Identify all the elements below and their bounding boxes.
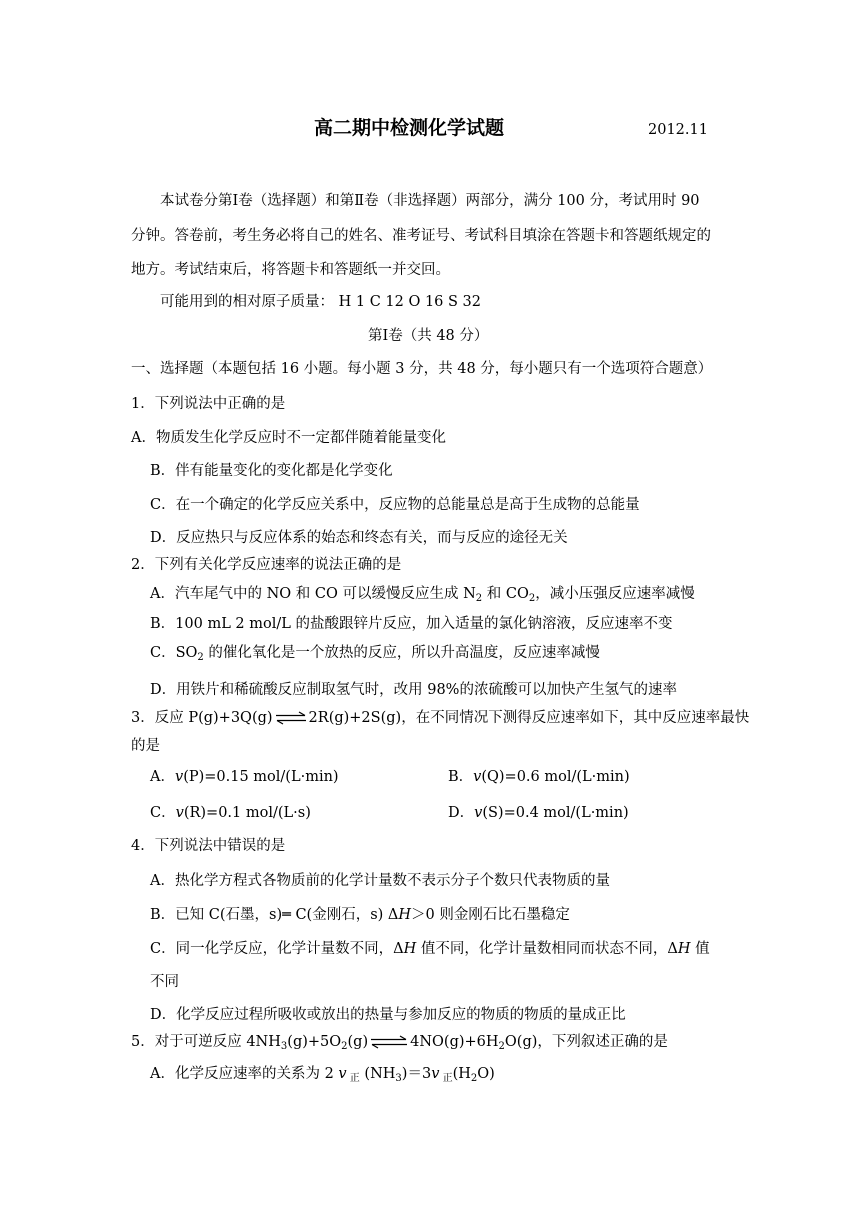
q3-option-c: [150, 803, 311, 823]
section-heading: 第Ⅰ卷（共 48 分）: [368, 328, 489, 344]
q5-a-subscript: 2: [470, 1073, 478, 1084]
q5-a-text: O): [477, 1066, 495, 1082]
q5-a-subscript: 3: [395, 1073, 402, 1084]
q5-stem-text: 4NO(g)+6H: [410, 1034, 499, 1050]
q5-a-text: (H: [452, 1066, 471, 1082]
q3-stem-text: 2R(g)+2S(g)，在不同情况下测得反应速率如下，其中反应速率最快: [308, 710, 750, 726]
q4-c-text: 值不同，化学计量数相同而状态不同，Δ: [416, 941, 678, 957]
q1-option-c: C．在一个确定的化学反应关系中，反应物的总能量总是高于生成物的总能量: [150, 497, 640, 513]
q5-a-text: )＝3: [401, 1066, 432, 1082]
q5-stem-text: O(g)，下列叙述正确的是: [504, 1034, 668, 1050]
q4-b-text: B．已知 C(石墨，s)═ C(金刚石，s) Δ: [150, 907, 399, 923]
q4-stem: 4．下列说法中错误的是: [131, 838, 286, 854]
q3-stem-text: 3．反应 P(g)+3Q(g): [131, 710, 273, 726]
q4-option-c-line-2: 不同: [150, 974, 179, 990]
q3-d-text: D．: [448, 805, 475, 821]
q4-option-a: A．热化学方程式各物质前的化学计量数不表示分子个数只代表物质的量: [150, 873, 610, 889]
q3-stem: [131, 708, 749, 728]
q4-b-text: ＞0 则金刚石比石墨稳定: [411, 907, 570, 923]
q3-option-d: [448, 803, 629, 823]
q3-b-rate-symbol: v: [473, 769, 482, 785]
exam-date: 2012.11: [648, 122, 708, 138]
q5-subscript: 2: [498, 1041, 505, 1052]
q4-c-enthalpy-symbol: H: [403, 941, 417, 957]
q3-option-a: [150, 767, 339, 787]
equilibrium-arrow-icon: [369, 1032, 409, 1052]
q5-subscript: 3: [280, 1041, 288, 1052]
q5-stem-text: (g): [347, 1034, 369, 1050]
q3-c-rate-symbol: v: [175, 805, 184, 821]
intro-line-1: 本试卷分第Ⅰ卷（选择题）和第Ⅱ卷（非选择题）两部分，满分 100 分，考试用时 90: [160, 193, 700, 209]
q3-b-text: (Q)=0.6 mol/(L·min): [481, 769, 630, 785]
q4-c-text: 值: [690, 941, 710, 957]
q5-a-text: (NH: [359, 1066, 396, 1082]
q4-option-b: [150, 905, 570, 925]
q4-option-d: D．化学反应过程所吸收或放出的热量与参加反应的物质的物质的量成正比: [150, 1007, 626, 1023]
q3-option-b: [448, 767, 630, 787]
q2-option-d: D．用铁片和稀硫酸反应制取氢气时，改用 98%的浓硫酸可以加快产生氢气的速率: [150, 682, 677, 698]
q1-option-a: A．物质发生化学反应时不一定都伴随着能量变化: [131, 430, 446, 446]
q3-b-text: B．: [448, 769, 474, 785]
q2-a-text: A．汽车尾气中的 NO 和 CO 可以缓慢反应生成 N: [150, 586, 476, 602]
q2-c-subscript: 2: [197, 652, 204, 663]
q3-a-rate-symbol: v: [174, 769, 184, 785]
q5-a-rate-symbol: v: [431, 1066, 440, 1082]
q3-a-text: (P)=0.15 mol/(L·min): [183, 769, 339, 785]
q2-stem: 2．下列有关化学反应速率的说法正确的是: [131, 557, 402, 573]
q3-c-text: (R)=0.1 mol/(L·s): [183, 805, 311, 821]
q5-stem-text: (g)+5O: [287, 1034, 342, 1050]
q4-b-enthalpy-symbol: H: [398, 907, 412, 923]
q1-option-b: B．伴有能量变化的变化都是化学变化: [150, 463, 393, 479]
equilibrium-arrow-icon: [274, 708, 308, 728]
q2-a-subscript: 2: [475, 593, 483, 604]
section-instruction: 一、选择题（本题包括 16 小题。每小题 3 分，共 48 分，每小题只有一个选项符合题意）: [131, 361, 713, 377]
intro-line-3: 地方。考试结束后，将答题卡和答题纸一并交回。: [131, 262, 450, 278]
q4-option-c: [150, 939, 710, 959]
q5-a-forward-label: 正: [346, 1073, 360, 1084]
q4-c-enthalpy-symbol: H: [677, 941, 691, 957]
q5-a-rate-symbol: v: [338, 1066, 347, 1082]
q2-a-text: 和 CO: [482, 586, 529, 602]
q2-option-b: B．100 mL 2 mol/L 的盐酸跟锌片反应，加入适量的氯化钠溶液，反应速率不变: [150, 616, 673, 632]
q4-c-text: C．同一化学反应，化学计量数不同，Δ: [150, 941, 404, 957]
q1-stem: 1．下列说法中正确的是: [131, 396, 286, 412]
q5-stem: [131, 1032, 668, 1052]
q5-a-forward-label: 正: [439, 1073, 453, 1084]
q2-option-a: [150, 584, 695, 604]
q3-d-text: (S)=0.4 mol/(L·min): [482, 805, 629, 821]
q3-a-text: A．: [150, 769, 175, 785]
q2-c-text: 的催化氧化是一个放热的反应，所以升高温度，反应速率减慢: [203, 645, 600, 661]
intro-line-2: 分钟。答卷前，考生务必将自己的姓名、准考证号、考试科目填涂在答题卡和答题纸规定的: [131, 228, 711, 244]
atomic-mass-line: 可能用到的相对原子质量： H 1 C 12 O 16 S 32: [160, 294, 482, 310]
q1-option-d: D．反应热只与反应体系的始态和终态有关，而与反应的途径无关: [150, 530, 568, 546]
q5-stem-text: 5．对于可逆反应 4NH: [131, 1034, 281, 1050]
page-title: 高二期中检测化学试题: [314, 117, 505, 139]
q5-subscript: 2: [341, 1041, 348, 1052]
q2-a-subscript: 2: [528, 593, 536, 604]
q3-c-text: C．: [150, 805, 176, 821]
q3-stem-line-2: 的是: [131, 738, 160, 754]
q3-d-rate-symbol: v: [474, 805, 483, 821]
q2-a-text: ，减小压强反应速率减慢: [535, 586, 695, 602]
q2-c-text: C．SO: [150, 645, 198, 661]
q2-option-c: [150, 643, 600, 663]
q5-a-text: A．化学反应速率的关系为 2: [150, 1066, 339, 1082]
q5-option-a: [150, 1064, 495, 1084]
